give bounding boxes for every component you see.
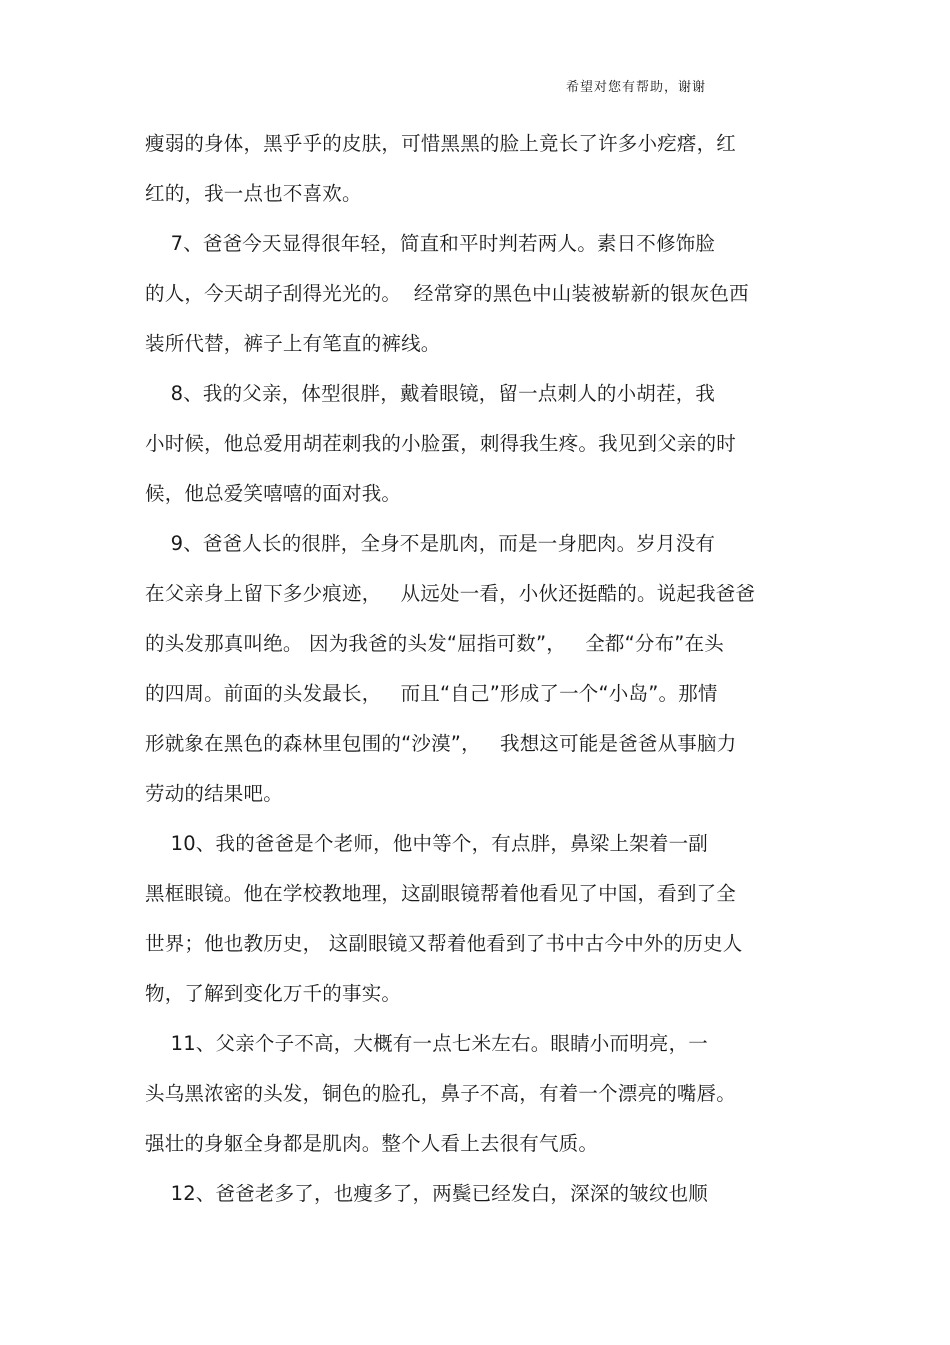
text-line: 黑框眼镜。他在学校教地理，这副眼镜帮着他看见了中国，看到了全 xyxy=(145,882,737,905)
text-line: 世界；他也教历史， 这副眼镜又帮着他看到了书中古今中外的历史人 xyxy=(145,932,743,955)
text-line: 装所代替，裤子上有笔直的裤线。 xyxy=(145,332,441,355)
text-line: 候，他总爱笑嘻嘻的面对我。 xyxy=(145,482,402,505)
text-line: 在父亲身上留下多少痕迹， 从远处一看，小伙还挺酷的。说起我爸爸 xyxy=(145,582,756,605)
text-line: 物，了解到变化万千的事实。 xyxy=(145,982,402,1005)
text-line: 8、我的父亲，体型很胖，戴着眼镜，留一点刺人的小胡茬，我 xyxy=(145,382,716,405)
text-line: 形就象在黑色的森林里包围的“沙漠”， 我想这可能是爸爸从事脑力 xyxy=(145,732,737,755)
text-line: 红的，我一点也不喜欢。 xyxy=(145,182,362,205)
text-line: 11、父亲个子不高，大概有一点七米左右。眼睛小而明亮，一 xyxy=(145,1032,709,1055)
text-line: 头乌黑浓密的头发，铜色的脸孔，鼻子不高，有着一个漂亮的嘴唇。 xyxy=(145,1082,737,1105)
text-line: 7、爸爸今天显得很年轻，简直和平时判若两人。素日不修饰脸 xyxy=(145,232,716,255)
text-line: 的头发那真叫绝。 因为我爸的头发“屈指可数”， 全都“分布”在头 xyxy=(145,632,725,655)
text-line: 的人，今天胡子刮得光光的。 经常穿的黑色中山装被崭新的银灰色西 xyxy=(145,282,749,305)
page-header: 希望对您有帮助，谢谢 xyxy=(566,80,707,95)
text-line: 强壮的身躯全身都是肌肉。整个人看上去很有气质。 xyxy=(145,1132,599,1155)
text-line: 的四周。前面的头发最长， 而且“自己”形成了一个“小岛”。那情 xyxy=(145,682,718,705)
text-line: 小时候，他总爱用胡茬刺我的小脸蛋，刺得我生疼。我见到父亲的时 xyxy=(145,432,737,455)
text-line: 劳动的结果吧。 xyxy=(145,782,283,805)
text-line: 9、爸爸人长的很胖，全身不是肌肉，而是一身肥肉。岁月没有 xyxy=(145,532,716,555)
text-line: 12、爸爸老多了，也瘦多了，两鬓已经发白，深深的皱纹也顺 xyxy=(145,1182,709,1205)
text-line: 瘦弱的身体，黑乎乎的皮肤，可惜黑黑的脸上竟长了许多小疙瘩，红 xyxy=(145,132,737,155)
text-line: 10、我的爸爸是个老师，他中等个，有点胖，鼻梁上架着一副 xyxy=(145,832,709,855)
